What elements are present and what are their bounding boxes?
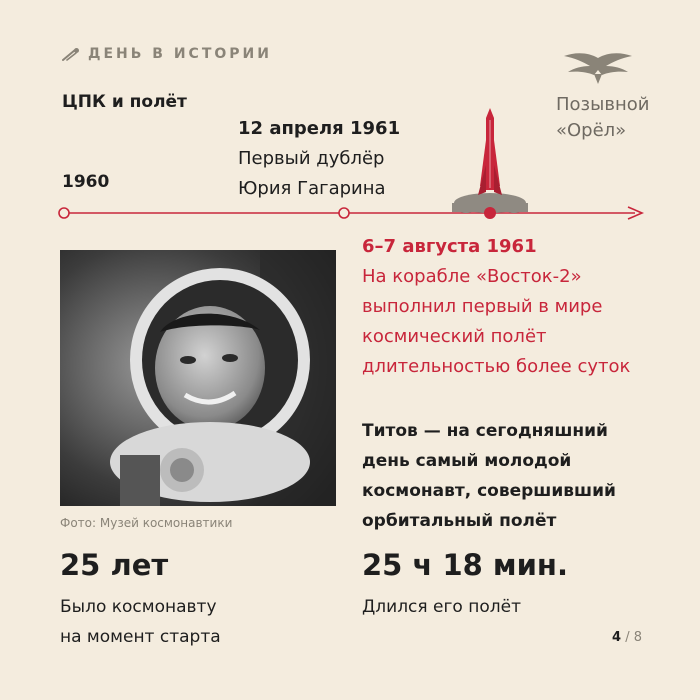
april-description bbox=[238, 144, 386, 204]
timeline-node-august bbox=[484, 207, 496, 219]
launch-smoke bbox=[452, 193, 528, 213]
fact-line: день самый молодой bbox=[362, 451, 572, 471]
timeline-node-1960 bbox=[59, 208, 69, 218]
event-line: космический полёт bbox=[362, 326, 547, 347]
comet-icon bbox=[62, 47, 80, 61]
event-line: длительностью более суток bbox=[362, 356, 631, 377]
event-date: 6–7 августа 1961 bbox=[362, 236, 537, 257]
page-indicator bbox=[612, 630, 642, 645]
april-date: 12 апреля 1961 bbox=[238, 118, 401, 139]
photo-caption: Фото: Музей космонавтики bbox=[60, 516, 233, 530]
duration-description: Длился его полёт bbox=[362, 597, 521, 617]
cosmonaut-photo bbox=[60, 250, 336, 506]
callsign-line: «Орёл» bbox=[556, 120, 627, 141]
april-text-line: Юрия Гагарина bbox=[238, 178, 386, 199]
fact-line: Титов — на сегодняшний bbox=[362, 421, 608, 441]
timeline-node-april bbox=[339, 208, 349, 218]
april-text-line: Первый дублёр bbox=[238, 148, 385, 169]
age-description bbox=[60, 592, 300, 652]
cpk-label: ЦПК и полёт bbox=[62, 92, 187, 112]
fact-text bbox=[362, 416, 662, 536]
fact-line: орбитальный полёт bbox=[362, 511, 557, 531]
age-desc-line: Было космонавту bbox=[60, 597, 217, 617]
callsign bbox=[556, 92, 649, 144]
eagle-icon bbox=[564, 53, 632, 84]
total-pages: 8 bbox=[633, 630, 642, 645]
age-desc-line: на момент старта bbox=[60, 627, 221, 647]
section-header bbox=[62, 46, 272, 62]
timeline-arrow bbox=[628, 207, 642, 219]
page-separator: / bbox=[621, 630, 634, 645]
year-1960-label: 1960 bbox=[62, 172, 110, 192]
duration-value: 25 ч 18 мин. bbox=[362, 548, 568, 582]
photo-image bbox=[60, 250, 336, 506]
event-description bbox=[362, 262, 662, 382]
fact-line: космонавт, совершивший bbox=[362, 481, 616, 501]
header-label: ДЕНЬ В ИСТОРИИ bbox=[88, 46, 272, 62]
current-page: 4 bbox=[612, 630, 622, 645]
event-line: На корабле «Восток-2» bbox=[362, 266, 582, 287]
age-value: 25 лет bbox=[60, 548, 169, 582]
callsign-line: Позывной bbox=[556, 94, 650, 115]
rocket-icon bbox=[478, 108, 502, 195]
event-line: выполнил первый в мире bbox=[362, 296, 603, 317]
